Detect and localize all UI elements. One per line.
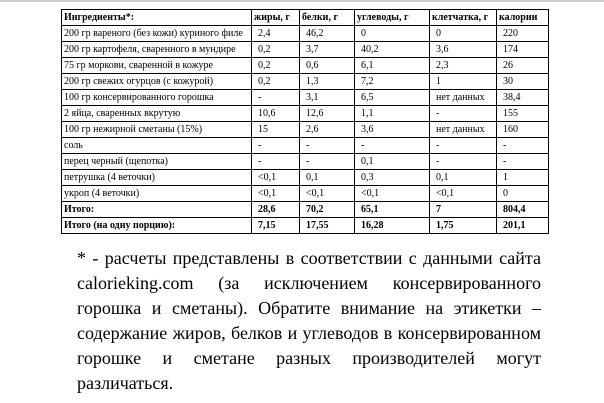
table-cell-value: - xyxy=(252,154,300,170)
table-cell-value: 1,1 xyxy=(355,106,430,122)
table-cell-value: <0,1 xyxy=(355,186,430,202)
table-cell-value: 65,1 xyxy=(355,202,430,218)
table-cell-value: 0,3 xyxy=(355,170,430,186)
header-fiber: клетчатка, г xyxy=(430,10,497,26)
table-cell-label: 200 гр вареного (без кожи) куриного филе xyxy=(62,26,252,42)
table-cell-value: 0 xyxy=(430,26,497,42)
table-cell-label: 2 яйца, сваренных вкрутую xyxy=(62,106,252,122)
table-cell-value: 12,6 xyxy=(300,106,355,122)
table-cell-value: нет данных xyxy=(430,90,497,106)
table-cell-value: 2,4 xyxy=(252,26,300,42)
table-cell-value: 1,75 xyxy=(430,218,497,234)
table-cell-value: 3,1 xyxy=(300,90,355,106)
table-cell-value: 3,7 xyxy=(300,42,355,58)
table-cell-value: 0,1 xyxy=(300,170,355,186)
table-cell-value: 1,3 xyxy=(300,74,355,90)
header-carbs: углеводы, г xyxy=(355,10,430,26)
table-cell-value: 26 xyxy=(497,58,549,74)
table-cell-value: 0 xyxy=(497,186,549,202)
table-cell-value: <0,1 xyxy=(430,186,497,202)
table-cell-value: 7,2 xyxy=(355,74,430,90)
table-cell-value: - xyxy=(497,138,549,154)
table-cell-label: Итого (на одну порцию): xyxy=(62,218,252,234)
nutrition-table xyxy=(61,9,549,234)
table-row xyxy=(62,26,549,42)
table-cell-value: - xyxy=(252,90,300,106)
table-cell-value: 38,4 xyxy=(497,90,549,106)
table-cell-value: 16,28 xyxy=(355,218,430,234)
table-cell-value: 46,2 xyxy=(300,26,355,42)
table-cell-value: 6,5 xyxy=(355,90,430,106)
top-border xyxy=(0,0,604,2)
table-cell-value: 3,6 xyxy=(430,42,497,58)
table-cell-value: 70,2 xyxy=(300,202,355,218)
table-cell-value: 804,4 xyxy=(497,202,549,218)
table-cell-value: 0,1 xyxy=(430,170,497,186)
table-cell-value: - xyxy=(252,138,300,154)
table-cell-label: перец черный (щепотка) xyxy=(62,154,252,170)
table-cell-label: укроп (4 веточки) xyxy=(62,186,252,202)
table-cell-value: 0,2 xyxy=(252,42,300,58)
table-cell-value: - xyxy=(300,154,355,170)
table-cell-value: - xyxy=(355,138,430,154)
footnote-text: * - расчеты представлены в соответствии с данными сайта calorieking.com (за исключением консервированного горошка и сметаны). Обратите внимание на этикетки – содержание жиров, белков и углеводов в консервированном горошке и сметане разных производителей могут различаться. xyxy=(77,248,541,393)
table-row xyxy=(62,106,549,122)
table-cell-value: 17,55 xyxy=(300,218,355,234)
table-cell-value: 7,15 xyxy=(252,218,300,234)
table-cell-value: - xyxy=(497,154,549,170)
table-cell-value: - xyxy=(300,138,355,154)
table-cell-value: 220 xyxy=(497,26,549,42)
table-cell-value: 40,2 xyxy=(355,42,430,58)
table-row xyxy=(62,154,549,170)
header-ingredients: Ингредиенты*: xyxy=(62,10,252,26)
table-cell-label: петрушка (4 веточки) xyxy=(62,170,252,186)
table-cell-label: 75 гр моркови, сваренной в кожуре xyxy=(62,58,252,74)
header-calories: калории xyxy=(497,10,549,26)
table-header-row xyxy=(62,10,549,26)
table-cell-value: 3,6 xyxy=(355,122,430,138)
table-cell-label: 200 гр свежих огурцов (с кожурой) xyxy=(62,74,252,90)
table-row xyxy=(62,122,549,138)
table-row xyxy=(62,170,549,186)
table-cell-value: 1 xyxy=(430,74,497,90)
table-cell-value: 0,2 xyxy=(252,58,300,74)
table-cell-value: 2,6 xyxy=(300,122,355,138)
table-row xyxy=(62,58,549,74)
table-cell-value: <0,1 xyxy=(252,186,300,202)
table-cell-value: 201,1 xyxy=(497,218,549,234)
table-row xyxy=(62,42,549,58)
table-cell-value: - xyxy=(430,138,497,154)
table-cell-label: соль xyxy=(62,138,252,154)
table-cell-value: - xyxy=(430,106,497,122)
table-cell-value: 0,2 xyxy=(252,74,300,90)
table-row xyxy=(62,138,549,154)
table-cell-label: 200 гр картофеля, сваренного в мундире xyxy=(62,42,252,58)
table-cell-label: Итого: xyxy=(62,202,252,218)
table-cell-value: 10,6 xyxy=(252,106,300,122)
table-cell-value: - xyxy=(430,154,497,170)
table-cell-value: 6,1 xyxy=(355,58,430,74)
table-total-row xyxy=(62,202,549,218)
table-cell-label: 100 гр нежирной сметаны (15%) xyxy=(62,122,252,138)
header-protein: белки, г xyxy=(300,10,355,26)
table-cell-value: 2,3 xyxy=(430,58,497,74)
table-cell-value: 174 xyxy=(497,42,549,58)
table-row xyxy=(62,186,549,202)
table-cell-value: 0,1 xyxy=(355,154,430,170)
table-cell-value: 0 xyxy=(355,26,430,42)
table-cell-value: 28,6 xyxy=(252,202,300,218)
table-cell-value: 7 xyxy=(430,202,497,218)
table-row xyxy=(62,90,549,106)
table-cell-value: 30 xyxy=(497,74,549,90)
table-cell-value: 155 xyxy=(497,106,549,122)
header-fat: жиры, г xyxy=(252,10,300,26)
table-cell-value: 160 xyxy=(497,122,549,138)
table-cell-value: нет данных xyxy=(430,122,497,138)
table-cell-value: <0,1 xyxy=(300,186,355,202)
table-cell-label: 100 гр консервированного горошка xyxy=(62,90,252,106)
table-cell-value: 1 xyxy=(497,170,549,186)
table-cell-value: 15 xyxy=(252,122,300,138)
table-row xyxy=(62,74,549,90)
table-cell-value: <0,1 xyxy=(252,170,300,186)
table-cell-value: 0,6 xyxy=(300,58,355,74)
table-total-row xyxy=(62,218,549,234)
